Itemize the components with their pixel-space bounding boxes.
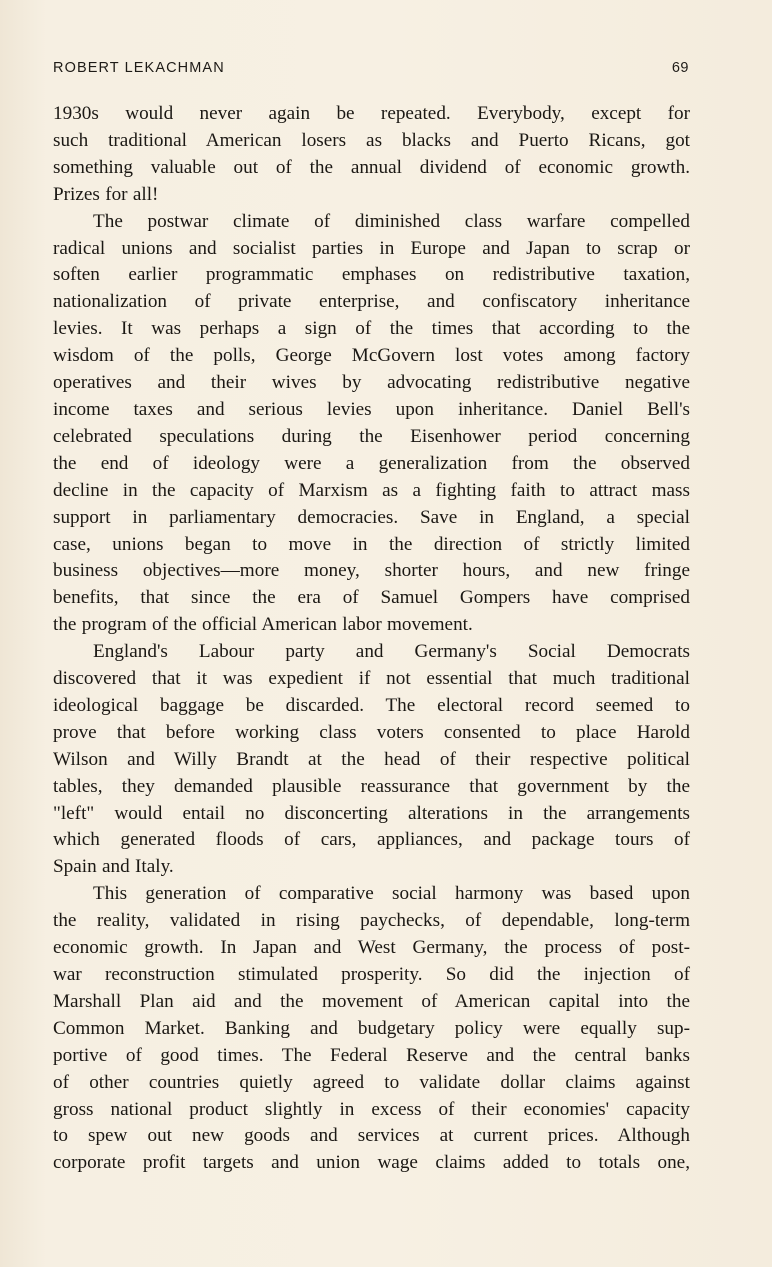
text-line: wisdom of the polls, George McGovern lost votes among factory <box>53 345 690 367</box>
text-line: levies. It was perhaps a sign of the times that according to the <box>53 318 690 340</box>
text-line: Spain and Italy. <box>53 856 174 878</box>
paragraph <box>53 101 690 182</box>
text-line: war reconstruction stimulated prosperity. So did the injection of <box>53 964 690 985</box>
paragraph <box>53 639 690 854</box>
text-line: Common Market. Banking and budgetary policy were equally sup- <box>53 1017 690 1039</box>
text-line: the reality, validated in rising paychecks, of dependable, long-term <box>53 910 690 932</box>
text-line: portive of good times. The Federal Reserve and the central banks <box>53 1044 690 1066</box>
text-line: celebrated speculations during the Eisenhower period concerning <box>53 425 690 447</box>
text-line: tables, they demanded plausible reassurance that government by the <box>53 775 690 797</box>
text-line: Wilson and Willy Brandt at the head of their respective political <box>53 748 690 770</box>
text-line: nationalization of private enterprise, and confiscatory inheritance <box>53 291 690 313</box>
text-line: discovered that it was expedient if not essential that much traditional <box>53 668 690 690</box>
text-line: decline in the capacity of Marxism as a fighting faith to attract mass <box>53 479 690 501</box>
text-line: which generated floods of cars, appliances, and package tours of <box>53 829 690 851</box>
text-line: corporate profit targets and union wage claims added to totals one, <box>53 1152 690 1174</box>
text-line: benefits, that since the era of Samuel Gompers have comprised <box>53 587 690 609</box>
text-line: radical unions and socialist parties in Europe and Japan to scrap or <box>53 237 690 259</box>
text-line: something valuable out of the annual dividend of economic growth. <box>53 156 690 178</box>
text-line: ideological baggage be discarded. The electoral record seemed to <box>53 694 690 716</box>
text-line: Marshall Plan aid and the movement of American capital into the <box>53 990 690 1012</box>
paragraph <box>53 209 690 613</box>
text-line: support in parliamentary democracies. Save in England, a special <box>53 506 690 528</box>
running-head-author: ROBERT LEKACHMAN <box>53 60 225 76</box>
paragraph-last-line <box>53 854 690 881</box>
text-line: economic growth. In Japan and West Germany, the process of post- <box>53 937 690 959</box>
paragraph-last-line <box>53 612 690 639</box>
text-line: 1930s would never again be repeated. Everybody, except for <box>53 103 690 124</box>
text-line: to spew out new goods and services at current prices. Although <box>53 1125 690 1147</box>
running-head <box>53 58 689 78</box>
text-line: This generation of comparative social harmony was based upon <box>93 883 690 905</box>
text-line: soften earlier programmatic emphases on redistributive taxation, <box>53 264 690 286</box>
text-line: England's Labour party and Germany's Social Democrats <box>93 641 690 663</box>
text-line: "left" would entail no disconcerting alterations in the arrangements <box>53 802 690 824</box>
text-line: gross national product slightly in excess of their economies' capacity <box>53 1098 690 1120</box>
text-line: of other countries quietly agreed to validate dollar claims against <box>53 1071 690 1093</box>
text-line: The postwar climate of diminished class warfare compelled <box>93 210 690 232</box>
paragraph <box>53 881 690 1177</box>
page-number: 69 <box>671 60 689 76</box>
paragraph-last-line <box>53 182 690 209</box>
text-line: operatives and their wives by advocating redistributive negative <box>53 372 690 394</box>
text-line: case, unions began to move in the direction of strictly limited <box>53 533 690 555</box>
text-line: income taxes and serious levies upon inheritance. Daniel Bell's <box>53 398 690 420</box>
text-line: the program of the official American labor movement. <box>53 614 473 636</box>
text-line: prove that before working class voters consented to place Harold <box>53 721 690 743</box>
text-line: business objectives—more money, shorter hours, and new fringe <box>53 560 690 582</box>
text-line: such traditional American losers as blacks and Puerto Ricans, got <box>53 129 690 151</box>
text-line: the end of ideology were a generalization from the observed <box>53 452 690 474</box>
body-text <box>53 101 690 1177</box>
text-line: Prizes for all! <box>53 183 159 205</box>
